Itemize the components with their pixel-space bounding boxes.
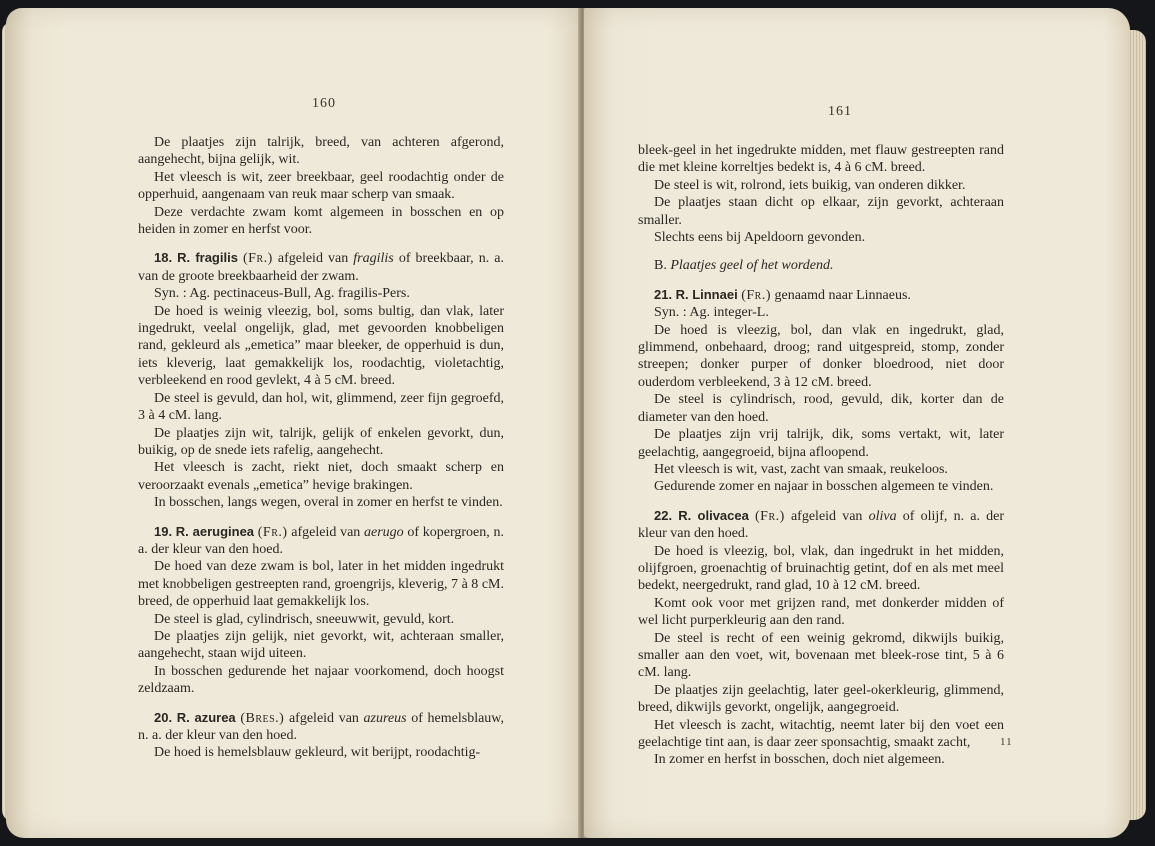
page-number: 161 [828,104,852,119]
paragraph: Het vleesch is zacht, witachtig, neemt later bij den voet een geelachtige tint aan, is daar zeer sponsachtig, smaakt zacht, [638,717,1004,750]
paragraph: De hoed is hemelsblauw gekleurd, wit berijpt, roodachtig- [154,745,481,761]
paragraph: De steel is cylindrisch, rood, gevuld, dik, korter dan de diameter van den hoed. [638,392,1004,425]
species-entry-18: 18. R. fragilis (Fr.) afgeleid van fragilis of breekbaar, n. a. van de groote breekbaarheid der zwam. [138,250,504,284]
species-name: R. azurea [176,709,236,725]
right-page-body [638,142,1004,769]
latin-term: fragilis [353,251,394,267]
paragraph: Het vleesch is wit, vast, zacht van smaak, reukeloos. [654,461,948,477]
entry-number: 22. [654,507,673,523]
author-abbrev: (Fr.) [741,287,771,303]
species-name: R. olivacea [678,507,749,523]
paragraph: Het vleesch is zacht, riekt niet, doch smaakt scherp en veroorzaakt evenals „emetica” hevige brakingen. [138,460,504,493]
paragraph: De steel is recht of een weinig gekromd, dikwijls buikig, smaller aan den voet, wit, bovenaan met bleek-rose tint, 5 à 6 cM. lang. [638,630,1004,681]
synonyms: Syn. : Ag. integer-L. [654,305,769,321]
paragraph: De steel is gevuld, dan hol, wit, glimmend, zeer fijn gegroefd, 3 à 4 cM. lang. [138,390,504,424]
paragraph: In zomer en herfst in bosschen, doch niet algemeen. [654,752,945,768]
latin-term: aerugo [364,524,404,540]
paragraph: Het vleesch is wit, zeer breekbaar, geel roodachtig onder de opperhuid, aangenaam van reuk maar scherp van smaak. [138,169,504,203]
paragraph: bleek-geel in het ingedrukte midden, met flauw gestreepten rand die met kleine korreltjes bedekt is, 4 à 6 cM. breed. [638,143,1004,176]
paragraph: De steel is wit, rolrond, iets buikig, van onderen dikker. [654,177,966,193]
left-page-body [138,134,504,762]
paragraph: De plaatjes zijn vrij talrijk, dik, soms vertakt, wit, later geelachtig, aangegroeid, bijna afloopend. [638,427,1004,460]
species-entry-21: 21. R. Linnaei (Fr.) genaamd naar Linnaeus. [654,286,911,303]
species-name: R. aeruginea [175,523,255,539]
signature-mark: 11 [1000,736,1013,748]
author-abbrev: (Fr.) [755,508,785,524]
entry-number: 21. [654,286,673,302]
latin-term: oliva [868,508,897,524]
page-edges-right [1128,30,1146,820]
author-abbrev: (Bres.) [240,710,285,726]
latin-term: azureus [363,710,407,726]
paragraph: Komt ook voor met grijzen rand, met donkerder midden of wel licht purperkleurig aan den rand. [638,595,1004,629]
synonyms: Syn. : Ag. pectinaceus-Bull, Ag. fragilis-Pers. [154,286,410,302]
paragraph: Slechts eens bij Apeldoorn gevonden. [654,230,866,246]
species-entry-20: 20. R. azurea (Bres.) afgeleid van azureus of hemelsblauw, n. a. der kleur van den hoed. [138,709,504,743]
section-heading [638,257,1004,274]
paragraph: Deze verdachte zwam komt algemeen in bosschen en op heiden in zomer en herfst voor. [138,204,504,238]
paragraph: De plaatjes zijn wit, talrijk, gelijk of enkelen gevorkt, dun, buikig, op de snede iets rafelig, aangehecht. [138,425,504,458]
page-number: 160 [312,96,336,111]
paragraph: De plaatjes zijn geelachtig, later geel-okerkleurig, glimmend, breed, dikwijls gevorkt, ongelijk, aangegroeid. [638,682,1004,716]
species-name: R. fragilis [177,250,238,266]
paragraph: Gedurende zomer en najaar in bosschen algemeen te vinden. [654,479,994,495]
paragraph: De plaatjes zijn talrijk, breed, van achteren afgerond, aangehecht, bijna gelijk, wit. [138,135,504,168]
entry-number: 18. [154,250,173,266]
paragraph: De plaatjes zijn gelijk, niet gevorkt, wit, achteraan smaller, aangehecht, staan wijd uiteen. [138,628,504,662]
author-abbrev: (Fr.) [257,524,288,540]
entry-number: 19. [154,523,173,539]
right-page [584,8,1130,838]
section-letter: B. [654,258,667,274]
author-abbrev: (Fr.) [243,251,273,267]
paragraph: In bosschen gedurende het najaar voorkomend, doch hoogst zeldzaam. [138,663,504,697]
section-title: Plaatjes geel of het wordend. [670,258,834,274]
paragraph: De hoed van deze zwam is bol, later in het midden ingedrukt met knobbeligen gestreepten rand, groengrijs, kleverig, 7 à 8 cM. breed, de opperhuid laat gemakkelijk los. [138,559,504,610]
paragraph: De hoed is vleezig, bol, dan vlak en ingedrukt, glad, glimmend, onbehaard, droog; rand uitgespreid, stomp, zonder streepen; donker purper of donker bloedrood, niet door ouderdom verbleekend, 3 à 12 cM. breed. [638,322,1004,390]
paragraph: De plaatjes staan dicht op elkaar, zijn gevorkt, achteraan smaller. [638,195,1004,228]
species-name: R. Linnaei [675,286,738,302]
paragraph: De hoed is weinig vleezig, bol, soms bultig, dan vlak, later ingedrukt, veelal ongelijk, glad, met gevoorden knobbeligen rand, gekleurd als „emetica” maar bleeker, de opperhuid is dun, iets kleverig, laat gemakkelijk los, roodachtig, violetachtig, verbleekend en rood gevlekt, 4 à 5 cM. breed. [138,303,504,389]
paragraph: In bosschen, langs wegen, overal in zomer en herfst te vinden. [154,495,503,511]
species-entry-22: 22. R. olivacea (Fr.) afgeleid van oliva of olijf, n. a. der kleur van den hoed. [638,507,1005,542]
paragraph: De steel is glad, cylindrisch, sneeuwwit, gevuld, kort. [154,611,455,627]
left-page [6,8,582,838]
entry-number: 20. [154,709,173,725]
species-entry-19: 19. R. aeruginea (Fr.) afgeleid van aerugo of kopergroen, n. a. der kleur van den hoed. [138,523,504,557]
paragraph: De hoed is vleezig, bol, vlak, dan ingedrukt in het midden, olijfgroen, groenachtig of bruinachtig getint, dof en als met meel bedekt, neergedrukt, rand glad, 10 à 12 cM. breed. [638,543,1004,594]
